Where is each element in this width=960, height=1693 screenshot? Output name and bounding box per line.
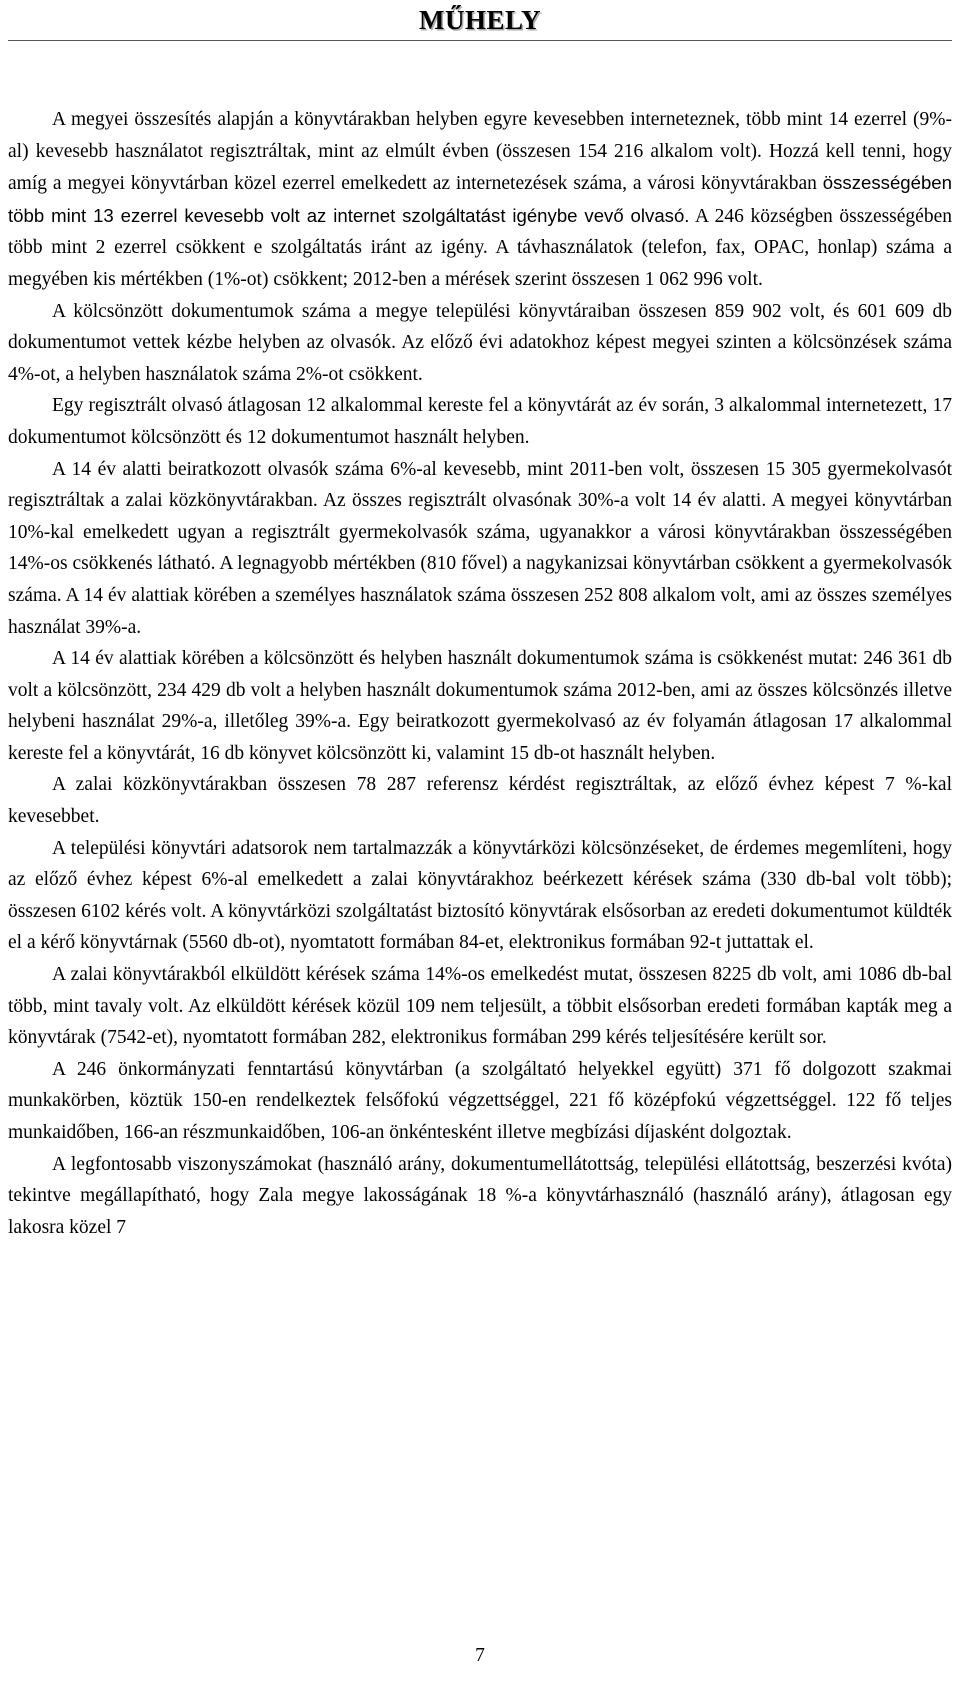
paragraph-reader-average xyxy=(8,390,952,453)
paragraph-reference-questions xyxy=(8,769,952,832)
paragraph-staff xyxy=(8,1054,952,1149)
text-run: Hozzá kell tenni, hogy amíg a megyei könyvtárban közel ezerrel emelkedett az internetezések száma, a városi könyvtárakban xyxy=(8,140,953,195)
text-run: A 246 önkormányzati fenntartású könyvtárban (a szolgáltató helyekkel együtt) 371 fő dolgozott szakmai munkakörben, köztük 150-en rendelkeztek felsőfokú végzettséggel, 221 fő középfokú végzettséggel. 122 fő teljes munkaidőben, 166-an részmunkaidőben, 106-an önkéntesként illetve megbízási díjasként dolgoztak. xyxy=(8,1058,952,1143)
paragraph-interlibrary-sent xyxy=(8,959,952,1054)
paragraph-internet-usage xyxy=(8,104,952,296)
header-rule xyxy=(8,40,952,41)
paragraph-child-lending xyxy=(8,643,952,769)
text-run: A legfontosabb viszonyszámokat (használó arány, dokumentumellátottság, települési ellátottság, beszerzési kvóta) tekintve megállapítható, hogy Zala megye lakosságának 18 %-a könyvtárhasználó (használó arány), átlagosan egy lakosra közel 7 xyxy=(8,1153,952,1238)
paragraph-child-readers xyxy=(8,454,952,644)
paragraph-lending xyxy=(8,296,952,391)
text-run: A zalai közkönyvtárakban összesen 78 287 referensz kérdést regisztráltak, az előző évhez képest 7 %-kal kevesebbet. xyxy=(8,774,952,828)
document-body xyxy=(8,104,952,1243)
text-run: Egy regisztrált olvasó átlagosan 12 alkalommal kereste fel a könyvtárát az év során, 3 alkalommal internetezett, 17 dokumentumot kölcsönzött és 12 dokumentumot használt helyben. xyxy=(8,395,952,448)
text-run: A 246 községben összességében több mint 2 ezerrel csökkent e szolgáltatás iránt az igény. A távhasználatok (telefon, fax, OPAC, honlap) száma a megyében kis mértékben (1%-ot) csökkent; 2012-ben a mérések szerint összesen 1 062 996 volt. xyxy=(8,205,952,290)
page-number: 7 xyxy=(475,1645,485,1666)
paragraph-interlibrary-received xyxy=(8,833,952,959)
text-run: A települési könyvtári adatsorok nem tartalmazzák a könyvtárközi kölcsönzéseket, de érdemes megemlíteni, hogy az előző évhez képest 6%-al emelkedett a zalai könyvtárakhoz beérkezett kérések száma (330 db-bal volt több); összesen 6102 kérés volt. A könyvtárközi szolgáltatást biztosító könyvtárak elsősorban az eredeti dokumentumot küldték el a kérő könyvtárnak (5560 db-ot), nyomtatott formában 84-et, elektronikus formában 92-t juttattak el. xyxy=(8,837,952,954)
paragraph-ratios xyxy=(8,1149,952,1244)
text-run: A kölcsönzött dokumentumok száma a megye települési könyvtáraiban összesen 859 902 volt, és 601 609 db dokumentumot vettek kézbe helyben az olvasók. Az előző évi adatokhoz képest megyei szinten a kölcsönzések száma 4%-ot, a helyben használatok száma 2%-ot csökkent. xyxy=(8,300,952,385)
page-header xyxy=(0,0,960,40)
page-title: MŰHELY xyxy=(418,5,542,35)
text-run: A megyei összesítés alapján a könyvtárakban helyben egyre kevesebben interneteznek, több mint 14 ezerrel (9%-al) kevesebb használatot regisztráltak, mint az elmúlt évben (összesen 154 216 alkalom volt). xyxy=(8,109,952,162)
text-run: A zalai könyvtárakból elküldött kérések száma 14%-os emelkedést mutat, összesen 8225 db volt, ami 1086 db-bal több, mint tavaly volt. Az elküldött kérések közül 109 nem teljesült, a többit elsősorban eredeti formában kapták meg a könyvtárak (7542-et), nyomtatott formában 282, elektronikus formában 299 kérés teljesítésére került sor. xyxy=(8,964,952,1049)
text-run: A 14 év alatti beiratkozott olvasók száma 6%-al kevesebb, mint 2011-ben volt, összesen 15 305 gyermekolvasót regisztráltak a zalai közkönyvtárakban. Az összes regisztrált olvasónak 30%-a volt 14 év alatti. A megyei könyvtárban 10%-kal emelkedett ugyan a regisztrált gyermekolvasók száma, ugyanakkor a városi könyvtárakban összességében 14%-os csökkenés látható. A legnagyobb mértékben (810 fővel) a nagykanizsai könyvtárban csökkent a gyermekolvasók száma. A 14 év alattiak körében a személyes használatok száma összesen 252 808 alkalom volt, ami az összes személyes használat 39%-a. xyxy=(8,458,952,638)
text-run-sans: összességében több mint 13 ezerrel kevesebb volt az internet szolgáltatást igénybe vevő olvasó. xyxy=(8,172,952,226)
text-run: A 14 év alattiak körében a kölcsönzött és helyben használt dokumentumok száma is csökkenést mutat: 246 361 db volt a kölcsönzött, 234 429 db volt a helyben használt dokumentumok száma 2012-ben, ami az összes kölcsönzés illetve helybeni használat 29%-a, illetőleg 39%-a. Egy beiratkozott gyermekolvasó az év folyamán átlagosan 17 alkalommal kereste fel a könyvtárát, 16 db könyvet kölcsönzött ki, valamint 15 db-ot használt helyben. xyxy=(8,648,952,764)
